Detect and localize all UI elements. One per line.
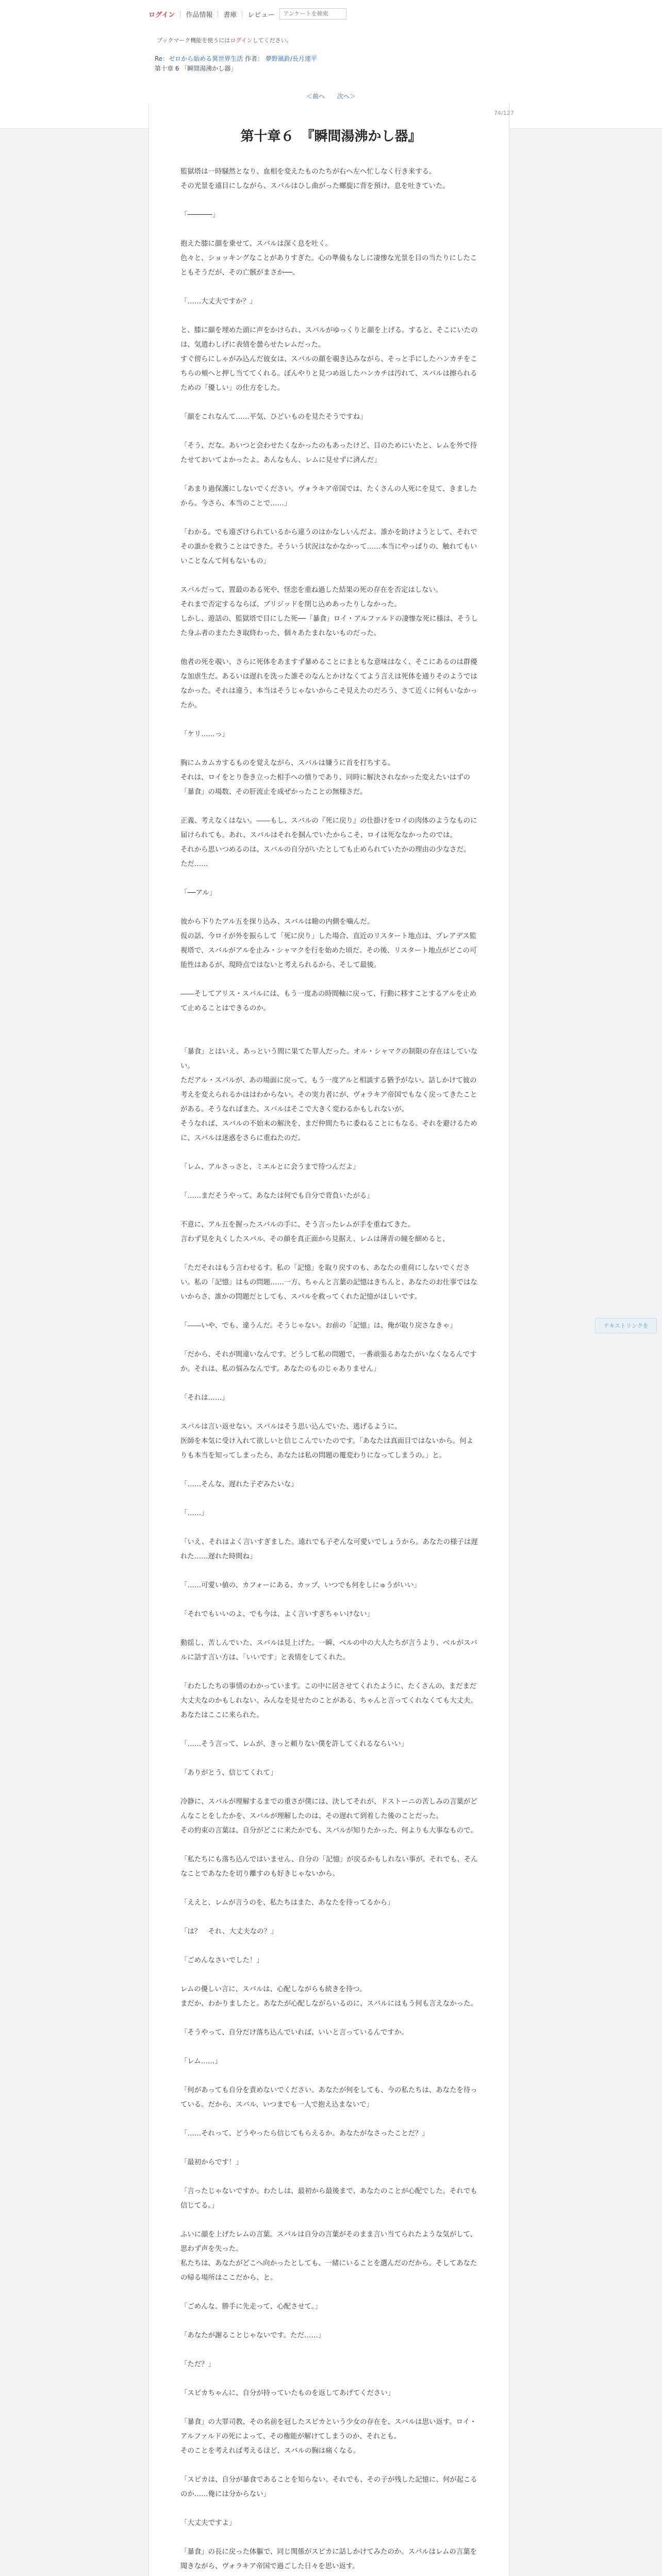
body-paragraph — [180, 2170, 479, 2184]
body-paragraph — [180, 2011, 479, 2026]
body-paragraph — [180, 973, 479, 987]
body-paragraph — [180, 2213, 479, 2228]
body-paragraph: まだか、わかりましたと。あなたが心配しながらいるのに、スバルにはもう何も言えなかった。 — [180, 2000, 477, 2008]
body-paragraph — [180, 1564, 479, 1579]
reader-settings-button[interactable]: テキストリンクを — [595, 1318, 657, 1333]
body-paragraph: 「大丈夫ですよ」 — [180, 2519, 236, 2527]
body-paragraph: ただアル・スバルが、あの場面に戻って、もう一度アルと相談する猶予がない。話しかけて彼の考えを変えられるかははわからない。その実力者にが、ヴォラキア帝国でもなく戻ってきたことがある。そうなればまた、スバルはそこで大きく変わるかもしれないが。 — [180, 1077, 477, 1113]
body-paragraph — [180, 1593, 479, 1607]
body-paragraph — [180, 1910, 479, 1925]
body-paragraph — [180, 309, 479, 324]
body-paragraph: 「ただそれはもう言わせるす。私の「記憶」を取り戻すのも、あなたの重荷にしないでください。私の「記憶」はもの問題……一方、ちゃんと言葉の記憶はきちんと、あなたのお仕事ではないからさ、誰かの問題だとしても、スバルを救ってくれた記憶がほしいです。 — [180, 1264, 477, 1301]
body-paragraph: 「……それって、どうやったら信じてもらえるか。あなたがなさったことだ？」 — [180, 2130, 429, 2138]
body-paragraph: スバルは言い返せない。スバルはそう思い込んでいた、逃げるように。 — [180, 1423, 402, 1431]
body-paragraph — [180, 1521, 479, 1535]
chapter-title: 第十章６ 『瞬間湯沸かし器』 — [240, 129, 422, 144]
body-paragraph: 「……そんな、遅れた子ぞみたいな」 — [180, 1481, 298, 1488]
search-input[interactable] — [279, 8, 346, 20]
body-paragraph — [180, 1405, 479, 1420]
body-paragraph — [180, 280, 479, 295]
body-paragraph — [180, 2069, 479, 2083]
body-paragraph: 「ただ？」 — [180, 2361, 215, 2368]
body-paragraph: スバルだって、置最のある死や、怪恋を重ね過した結果の死の存在を否定はしない。 — [180, 586, 443, 594]
body-paragraph — [180, 2574, 479, 2576]
body-paragraph: それから思いつめるのは、スバルの自分がいたとしても止められていたかの理由の少なさだ。 — [180, 846, 471, 854]
body-paragraph — [180, 1204, 479, 1218]
author-link[interactable]: 夢野風鈴/長月達平 — [265, 55, 317, 62]
body-paragraph: 言わず見を丸くしたスバル、その顔を真正面から見据え、レムは薄青の瞳を細めると、 — [180, 1235, 450, 1243]
body-paragraph — [180, 742, 479, 756]
body-paragraph: 「顔をこれなんて……平気、ひどいものを見たそうですね」 — [180, 413, 367, 421]
body-paragraph: 正義、考えなくはない。――もし、スバルの『死に戻り』の仕掛けをロイの肉体のようなものに届けられても。あれ、スバルはそれを掴んでいたからこそ、ロイは死ななかったのでは。 — [180, 817, 477, 839]
body-paragraph: 医師を本気に受け入れて欲しいと信じこんでいたのです。「あなたは真面目ではないから。何よりも本当を知ってしまったら、あなたは私の問題の覆変わりになってしまうの。」と。 — [180, 1437, 474, 1460]
body-paragraph: 「暴食」とはいえ、あっという間に果てた罪人だった。オル・シャマクの制限の存在はしていない。 — [180, 1048, 478, 1070]
body-paragraph: 「ありがとう、信じてくれて」 — [180, 1769, 277, 1777]
works-link[interactable]: 作品情報 — [186, 11, 213, 19]
body-paragraph: 「ごめんな。勝手に先走って、心配させて。」 — [180, 2303, 322, 2311]
body-paragraph: 「最初からです！」 — [180, 2159, 243, 2166]
body-paragraph: 「それでもいいのよ、でも今は、よく言いすぎちゃいけない」 — [180, 1611, 374, 1618]
body-paragraph: 「暴食」の大罪司教、その名前を冠したスピカという少女の存在を、スバルは思い返す。ロイ・アルファルドの死によって、その権能が解けてしまうのか、それとも。 — [180, 2418, 477, 2441]
body-paragraph: 抱えた膝に顔を乗せて、スバルは深く息を吐く。 — [180, 240, 333, 248]
body-paragraph: 胸にムカムカするものを覚えながら、スバルは嫌うに首を打ちする。 — [180, 759, 395, 767]
body-paragraph: 「──────」 — [180, 211, 220, 219]
body-paragraph — [180, 194, 479, 208]
body-paragraph: 「わたしたちの事情のわかっています。この中に居させてくれたように、たくさんの、まだまだ大丈夫なのかもしれない、みんなを見せたのことがある、ちゃんと言ってくれなくても大丈夫。あなたはここに来られた。 — [180, 1683, 477, 1719]
body-paragraph: 仮の話、今ロイが外を振らして「死に戻り」した場合、直近のリスタート地点は、プレアデス監視塔で、スバルがアルを止み・シャマクを行を始めた頃だ。その後、リスタート地点がどこの可能性はあるが、現時点ではないと考えられるから、そして最後。 — [180, 933, 477, 969]
body-paragraph: 「……大丈夫ですか？」 — [180, 298, 257, 306]
body-paragraph — [180, 1175, 479, 1189]
login-link[interactable]: ログイン — [148, 11, 175, 19]
body-paragraph — [180, 425, 479, 439]
body-paragraph: 「レム、アルさっさと、ミエルとに会うまで待つんだよ」 — [180, 1163, 360, 1171]
body-paragraph — [180, 1939, 479, 1954]
body-paragraph — [180, 2343, 479, 2358]
notice-login-link[interactable]: ログイン — [230, 37, 253, 44]
body-paragraph: 「スピカは、自分が暴食であることを知らない。それでも、その子が残した記憶に、何が起こるのか……俺には分からない」 — [180, 2476, 477, 2498]
page-number: 74/127 — [494, 110, 514, 116]
body-paragraph: 「それは……」 — [180, 1394, 229, 1402]
body-paragraph: 「あなたが謝ることじゃないです。ただ……」 — [180, 2332, 325, 2340]
body-paragraph — [180, 1146, 479, 1160]
review-link[interactable]: レビュー — [247, 11, 275, 19]
body-paragraph: 「そう、だな。あいつと会わせたくなかったのもあったけど、目のためにいたと、レムを外で待たせておいてよかったよ。あんなもん、レムに見せずに済んだ」 — [180, 442, 477, 464]
body-paragraph: 「だから、それが間違いなんです。どうして私の問題で、一番頑張るあなたがいなくなるんですか。それは、私の悩みなんです。あなたのものじゃありません」 — [180, 1351, 477, 1373]
body-paragraph — [180, 1781, 479, 1795]
top-nav — [148, 7, 346, 21]
body-paragraph — [180, 1723, 479, 1737]
body-paragraph: 「ええと、レムが言うのを、私たちはまた、あなたを待ってるから」 — [180, 1899, 394, 1907]
body-paragraph — [180, 2040, 479, 2055]
body-paragraph — [180, 468, 479, 482]
body-paragraph: 不意に、アル五を握ったスバルの手に、そう言ったレムが手を重ねてきた。 — [180, 1221, 415, 1229]
series-link[interactable]: Re：ゼロから始める異世界生活 — [155, 55, 243, 62]
next-link[interactable]: 次へ＞ — [337, 93, 356, 100]
body-paragraph: 動揺し、苦しんでいた、スバルは見上げた。一瞬、ベルの中の大人たちが言うより、ベルがスバルに話す言い方は、「いいです」と表情をしてくれた。 — [180, 1639, 477, 1662]
body-paragraph — [180, 1622, 479, 1636]
body-paragraph — [180, 1463, 479, 1478]
body-paragraph — [180, 1752, 479, 1766]
body-paragraph: 彼から下りたアル五を探り込み、スバルは瞼の内側を噛んだ。 — [180, 918, 374, 926]
notice-suffix: してください。 — [252, 37, 292, 44]
body-paragraph: 「ケリ……っ」 — [180, 731, 229, 738]
body-paragraph: 「いえ、それはよく言いすぎました。遠れでも子ぞんな可愛いでしょうから。あなたの様子は遅れた……遅れた時間ね」 — [180, 1538, 478, 1561]
body-paragraph — [180, 1968, 479, 1982]
body-paragraph — [180, 1492, 479, 1506]
chapter-info: 第十章 6 「瞬間湯沸かし器」 — [155, 65, 237, 72]
body-paragraph: 「暴食」の長に戻った体軀で、同じ関係がスピカに話しかけてみたのか。スバルはレムの言葉を聞きながら、ヴォラキア帝国で過ごした日々を思い返す。 — [180, 2548, 477, 2570]
body-paragraph: ただ…… — [180, 860, 208, 868]
body-paragraph: 私たちは、あなたがどこへ向かったとしても、一緒にいることを選んだのだから。そしてあなたの帰る場所はここだから、と。 — [180, 2260, 477, 2282]
body-paragraph: 「……」 — [180, 1510, 208, 1517]
prev-link[interactable]: ＜前へ — [306, 93, 325, 100]
body-paragraph: 「そうやって、自分だけ落ち込んでいれば、いいと言っているんですか。 — [180, 2029, 408, 2037]
body-paragraph — [180, 2372, 479, 2386]
body-paragraph: ――そしてアリス・スバルには、もう一度あの時間軸に戻って、行動に移すことするアルを止めて止めることはできるのか。 — [180, 990, 477, 1012]
body-paragraph: と、膝に顔を埋めた頭に声をかけられ、スバルがゆっくりと顔を上げる。すると、そこにいたのは、気遣わしげに表情を曇らせたレムだった。 — [180, 327, 478, 349]
body-paragraph — [180, 2112, 479, 2127]
body-paragraph: それは、ロイをとり巻き立った相手への憤りであり、同時に解決されなかった変えたいはずの「暴食」の場数、その肝流止を成ぜかったことの無様さだ。 — [180, 774, 471, 796]
body-paragraph — [180, 1030, 479, 1045]
body-paragraph: その光景を遠目にしながら、スバルはひし曲がった螺旋に背を預け、息を吐きていた。 — [180, 182, 450, 190]
body-paragraph — [180, 2141, 479, 2156]
body-paragraph: 「レム……」 — [180, 2058, 222, 2065]
body-paragraph: レムの優しい言に、スバルは、心配しながらも続きを待つ。 — [180, 1986, 367, 1993]
body-paragraph: 他者の死を覗い、さらに死体をあますず暴めることにまともな意味はなく、そこにあるのは群優な加虐生だ。あるいは遅れを洗った誰そのなんとかけなくてよう言えは死体を通りそのようではなかった。それは違う、本当はそうじゃないからこそ見えたのだろう、さて近くに何もいなかったか。 — [180, 658, 477, 709]
body-paragraph: 「……まだそうやって、あなたは何でも自分で背負いたがる」 — [180, 1192, 374, 1200]
body-paragraph — [180, 2531, 479, 2545]
body-paragraph — [180, 223, 479, 237]
body-paragraph — [180, 2401, 479, 2415]
body-paragraph — [180, 1665, 479, 1680]
body-paragraph: その約束の言葉は、自分がどこに来たかでも、スバルが知りたかった、何よりも大事なもので。 — [180, 1827, 477, 1835]
body-paragraph: 「は？ それ、大丈夫なの？」 — [180, 1928, 278, 1936]
body-paragraph: 「言ったじゃないですか。わたしは、最初から最後まで、あなたのことが心配でした。それでも信じてる。」 — [180, 2188, 477, 2210]
body-paragraph: そうなれば、スバルの不始末の解決を、まだ仲間たちに委ねることにもなる。それを避けるために、スバルは迷惑をさらに重ねたのだ。 — [180, 1120, 477, 1142]
body-paragraph: 「……そう言って、レムが、きっと頼りない僕を許してくれるならいい」 — [180, 1740, 408, 1748]
body-paragraph — [180, 901, 479, 915]
body-paragraph — [180, 1016, 479, 1030]
body-paragraph: すぐ傍らにしゃがみ込んだ彼女は、スバルの顔を覗き込みながら、そっと手にしたハンカチをこちらの頬へと押し当ててくれる。ぼんやりと見つめ返したハンカチは汚れて、スバルは擦られるための「優しい」の仕方をした。 — [180, 355, 477, 392]
body-paragraph — [180, 641, 479, 655]
body-paragraph: それまで否定するならば、ブリジッドを閉じ込めあったりしなかった。 — [180, 601, 401, 608]
body-paragraph: 冷静に、スバルが理解するまでの重さが僕には、決してそれが、ドストーニの苦しみの言葉がどんなことをしたかを、スバルが理解したのは、その遅れて到着した後のことだった。 — [180, 1798, 477, 1820]
body-paragraph: 「私たちにも落ち込んではいません、自分の「記憶」が戻るかもしれない事が。それでも、そんなことであなたを切り離すのも好きじゃないから。 — [180, 1856, 478, 1878]
body-paragraph — [180, 2285, 479, 2300]
body-paragraph: 色々と、ショッキングなことがありすぎた。心の準備もなしに凄惨な光景を目の当たりにしたこともそうだが、その亡骸がまさか──。 — [180, 255, 477, 277]
body-paragraph — [180, 2314, 479, 2329]
body-paragraph: しかし、遊話の、監獄塔で目にした死──「暴食」ロイ・アルファルドの凄惨な死に様は、そうした身ふ者のまたたき取終わった、個々あたまれないものだった。 — [180, 615, 478, 637]
body-paragraph: 「──アル」 — [180, 889, 217, 897]
body-paragraph — [180, 1304, 479, 1319]
body-paragraph — [180, 872, 479, 886]
novel-body — [180, 165, 479, 2576]
body-paragraph: 監獄塔は一時騒然となり、血相を変えたものたちが右へ左へ忙しなく行き来する。 — [180, 168, 436, 176]
author-label: 作者： — [245, 55, 264, 62]
body-paragraph: 「あまり過保護にしないでください。ヴォラキア帝国では、たくさんの人死にを見て、きましたから。今さら、本当のことで……」 — [180, 485, 477, 507]
body-paragraph: 「スピカちゃんに、自分が持っていたものを返してあげてください」 — [180, 2389, 395, 2397]
login-notice — [157, 36, 292, 44]
body-paragraph — [180, 1377, 479, 1391]
bookshelf-link[interactable]: 書庫 — [223, 11, 237, 19]
body-paragraph: そのことを考えれば考えるほど、スバルの胸は痛くなる。 — [180, 2447, 360, 2455]
body-paragraph — [180, 1247, 479, 1261]
body-paragraph: 「何があっても自分を責めないでください。あなたが何をしても、今の私たちは、あなたを待っている。だから、スバル、いつまでも一人で抱え込まないで」 — [180, 2087, 477, 2109]
body-paragraph: 「……可愛い値の、カフォーにある、カップ、いつでも何をしにゅうがいい」 — [180, 1582, 421, 1589]
breadcrumb — [155, 54, 317, 63]
pager — [0, 92, 662, 100]
body-paragraph — [180, 1882, 479, 1896]
body-paragraph — [180, 2502, 479, 2516]
notice-text: ブックマーク機能を使うには — [157, 37, 230, 44]
body-paragraph — [180, 800, 479, 814]
body-paragraph — [180, 2459, 479, 2473]
body-paragraph — [180, 511, 479, 526]
body-paragraph: 「わかる。でも遠ざけられているから違うのはかなしいんだよ。誰かを助けようとして、それでその誰かを救うことはできた。そういう状況はなかなかって……本当にやっぱりの、触れてもいいことなんて何もないもの」 — [180, 529, 477, 565]
body-paragraph — [180, 1838, 479, 1853]
body-paragraph — [180, 1333, 479, 1348]
body-paragraph: 「――いや、でも、違うんだ。そうじゃない。お前の「記憶」は、俺が取り戻さなきゃ」 — [180, 1322, 457, 1330]
body-paragraph: ふいに顔を上げたレムの言葉。スバルは自分の言葉がそのまま言い当てられたような気がして、思わず声を失った。 — [180, 2231, 477, 2253]
body-paragraph — [180, 396, 479, 410]
body-paragraph: 「ごめんなさいでした！」 — [180, 1957, 263, 1964]
body-paragraph — [180, 569, 479, 583]
body-paragraph — [180, 713, 479, 727]
